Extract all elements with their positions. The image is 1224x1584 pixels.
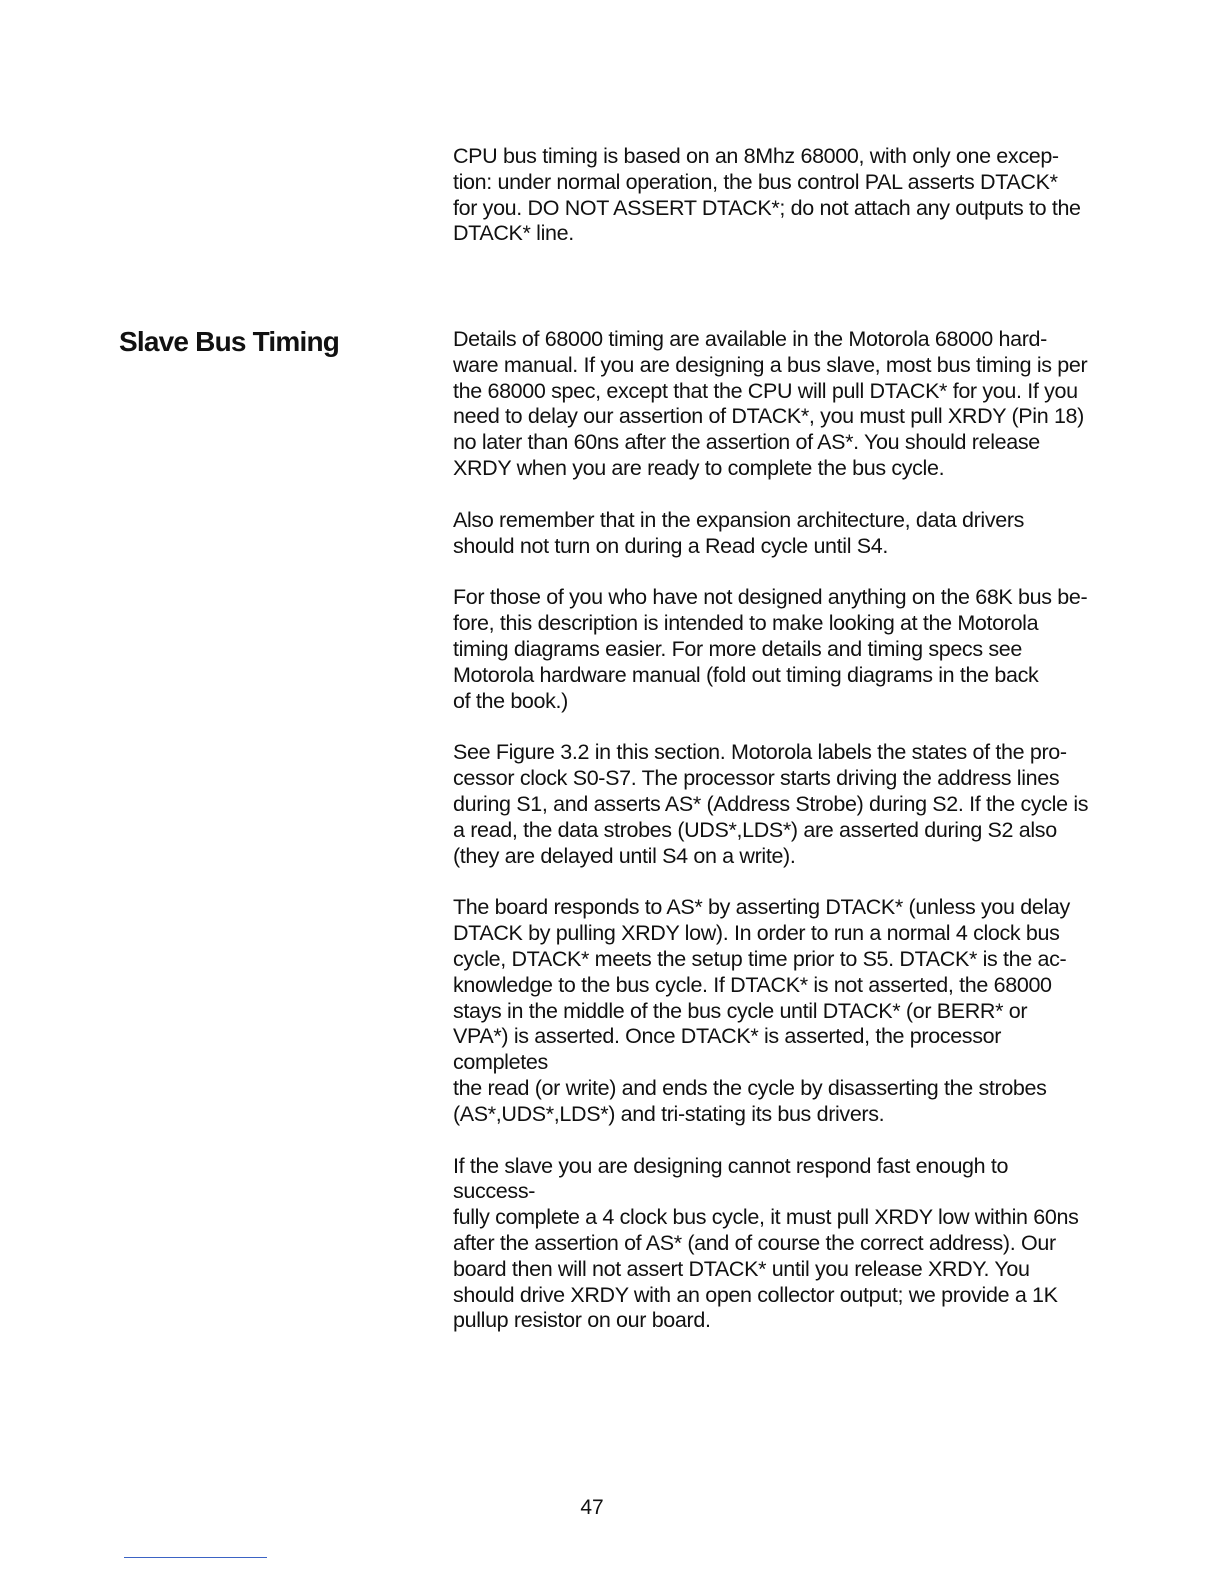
text-line: for you. DO NOT ASSERT DTACK*; do not attach any outputs to the [453,195,1081,220]
text-line: ware manual. If you are designing a bus slave, most bus timing is per [453,352,1088,377]
text-line: should not turn on during a Read cycle until S4. [453,533,888,558]
text-line: timing diagrams easier. For more details and timing specs see [453,636,1022,661]
paragraph-clock-states [453,740,1093,869]
text-line: fore, this description is intended to make looking at the Motorola [453,611,1039,636]
text-line: If the slave you are designing cannot respond fast enough to success- [453,1153,1009,1204]
text-line: pullup resistor on our board. [453,1308,711,1333]
text-line: cessor clock S0-S7. The processor starts driving the address lines [453,766,1060,791]
text-line: tion: under normal operation, the bus control PAL asserts DTACK* [453,169,1058,194]
text-line: CPU bus timing is based on an 8Mhz 68000, with only one excep- [453,144,1059,168]
paragraph-timing-details [453,327,1093,482]
section-body [453,327,1093,1334]
text-line: The board responds to AS* by asserting DTACK* (unless you delay [453,895,1070,920]
text-line: fully complete a 4 clock bus cycle, it must pull XRDY low within 60ns [453,1205,1079,1230]
text-line: (AS*,UDS*,LDS*) and tri-stating its bus drivers. [453,1101,885,1126]
text-line: (they are delayed until S4 on a write). [453,843,796,868]
text-line: board then will not assert DTACK* until you release XRDY. You [453,1256,1030,1281]
text-line: of the book.) [453,688,568,713]
text-line: should drive XRDY with an open collector output; we provide a 1K [453,1282,1058,1307]
text-line: the read (or write) and ends the cycle by disasserting the strobes [453,1075,1047,1100]
text-line: stays in the middle of the bus cycle until DTACK* (or BERR* or [453,998,1028,1023]
text-line: Motorola hardware manual (fold out timing diagrams in the back [453,662,1039,687]
text-line: after the assertion of AS* (and of course the correct address). Our [453,1230,1056,1255]
text-line: Also remember that in the expansion architecture, data drivers [453,507,1025,532]
text-line: See Figure 3.2 in this section. Motorola labels the states of the pro- [453,740,1067,765]
text-line: For those of you who have not designed anything on the 68K bus be- [453,585,1088,610]
text-line: during S1, and asserts AS* (Address Strobe) during S2. If the cycle is [453,791,1089,816]
intro-text-block [453,144,1093,247]
paragraph-dtack-response [453,895,1093,1127]
text-line: need to delay our assertion of DTACK*, you must pull XRDY (Pin 18) [453,404,1084,429]
text-line: XRDY when you are ready to complete the bus cycle. [453,455,945,480]
text-line: cycle, DTACK* meets the setup time prior to S5. DTACK* is the ac- [453,946,1067,971]
section-heading: Slave Bus Timing [119,326,340,357]
text-line: a read, the data strobes (UDS*,LDS*) are asserted during S2 also [453,817,1057,842]
footer-rule [124,1557,267,1558]
text-line: Details of 68000 timing are available in the Motorola 68000 hard- [453,327,1047,351]
intro-paragraph [453,144,1093,247]
text-line: VPA*) is asserted. Once DTACK* is asserted, the processor completes [453,1024,1002,1075]
text-line: no later than 60ns after the assertion of AS*. You should release [453,430,1040,455]
text-line: knowledge to the bus cycle. If DTACK* is not asserted, the 68000 [453,972,1052,997]
paragraph-xrdy-slave [453,1154,1093,1335]
paragraph-68k-intro [453,585,1093,714]
page-number: 47 [580,1496,604,1519]
text-line: DTACK by pulling XRDY low). In order to run a normal 4 clock bus [453,921,1060,946]
text-line: DTACK* line. [453,221,574,246]
paragraph-data-drivers [453,508,1093,560]
text-line: the 68000 spec, except that the CPU will pull DTACK* for you. If you [453,378,1078,403]
